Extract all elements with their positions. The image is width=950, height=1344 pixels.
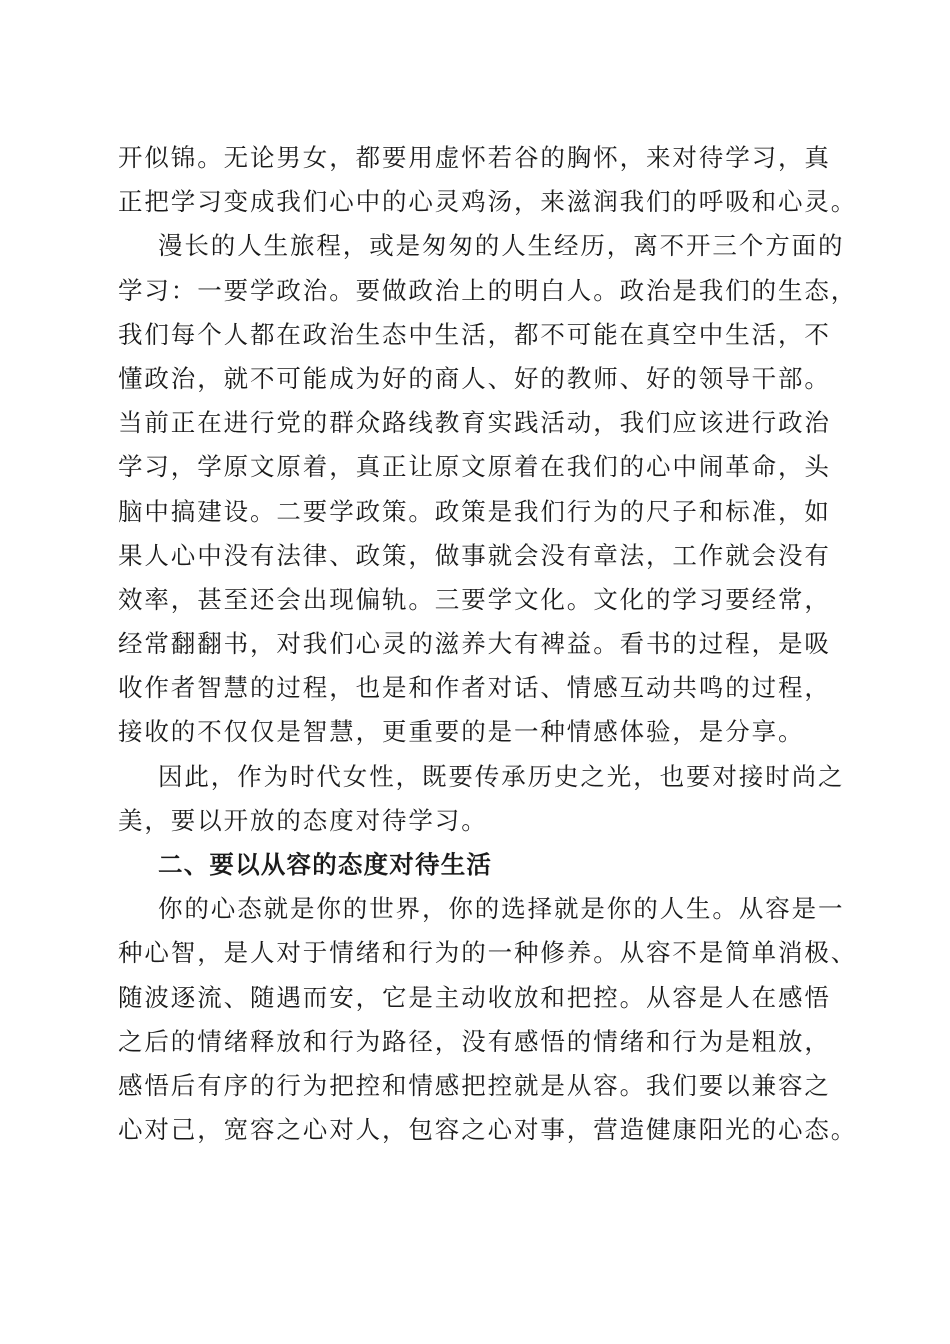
text-line: 效率，甚至还会出现偏轨。三要学文化。文化的学习要经常， bbox=[118, 584, 831, 614]
text-line: 当前正在进行党的群众路线教育实践活动，我们应该进行政治 bbox=[118, 408, 831, 438]
text-line: 懂政治，就不可能成为好的商人、好的教师、好的领导干部。 bbox=[118, 363, 831, 393]
text-line: 学习，学原文原着，真正让原文原着在我们的心中闹革命，头 bbox=[118, 452, 831, 482]
text-line: 种心智，是人对于情绪和行为的一种修养。从容不是简单消极、 bbox=[118, 938, 858, 968]
document-body bbox=[118, 136, 858, 1152]
text-line: 经常翻翻书，对我们心灵的滋养大有裨益。看书的过程，是吸 bbox=[118, 629, 831, 659]
text-line: 美，要以开放的态度对待学习。 bbox=[118, 805, 488, 835]
text-line: 接收的不仅仅是智慧，更重要的是一种情感体验，是分享。 bbox=[118, 717, 805, 747]
text-line: 收作者智慧的过程，也是和作者对话、情感互动共鸣的过程， bbox=[118, 673, 831, 703]
paragraph-composure bbox=[118, 887, 858, 1152]
text-line: 心对己，宽容之心对人，包容之心对事，营造健康阳光的心态。 bbox=[118, 1115, 858, 1145]
text-line: 学习：一要学政治。要做政治上的明白人。政治是我们的生态， bbox=[118, 275, 858, 305]
text-line: 感悟后有序的行为把控和情感把控就是从容。我们要以兼容之 bbox=[118, 1070, 831, 1100]
paragraph-continuation bbox=[118, 136, 858, 224]
text-line: 正把学习变成我们心中的心灵鸡汤，来滋润我们的呼吸和心灵。 bbox=[118, 187, 858, 217]
text-line: 我们每个人都在政治生态中生活，都不可能在真空中生活，不 bbox=[118, 319, 831, 349]
text-line: 漫长的人生旅程，或是匆匆的人生经历，离不开三个方面的 bbox=[158, 231, 845, 261]
text-line: 果人心中没有法律、政策，做事就会没有章法，工作就会没有 bbox=[118, 540, 831, 570]
text-line: 因此，作为时代女性，既要传承历史之光，也要对接时尚之 bbox=[158, 761, 845, 791]
text-line: 之后的情绪释放和行为路径，没有感悟的情绪和行为是粗放， bbox=[118, 1026, 831, 1056]
text-line: 脑中搞建设。二要学政策。政策是我们行为的尺子和标准，如 bbox=[118, 496, 831, 526]
paragraph-conclusion bbox=[118, 755, 845, 843]
heading-text: 二、要以从容的态度对待生活 bbox=[158, 850, 493, 879]
text-line: 你的心态就是你的世界，你的选择就是你的人生。从容是一 bbox=[158, 894, 845, 924]
paragraph-three-learnings bbox=[118, 224, 858, 754]
section-heading bbox=[118, 843, 834, 887]
text-line: 开似锦。无论男女，都要用虚怀若谷的胸怀，来对待学习，真 bbox=[118, 143, 831, 172]
text-line: 随波逐流、随遇而安，它是主动收放和把控。从容是人在感悟 bbox=[118, 982, 831, 1012]
